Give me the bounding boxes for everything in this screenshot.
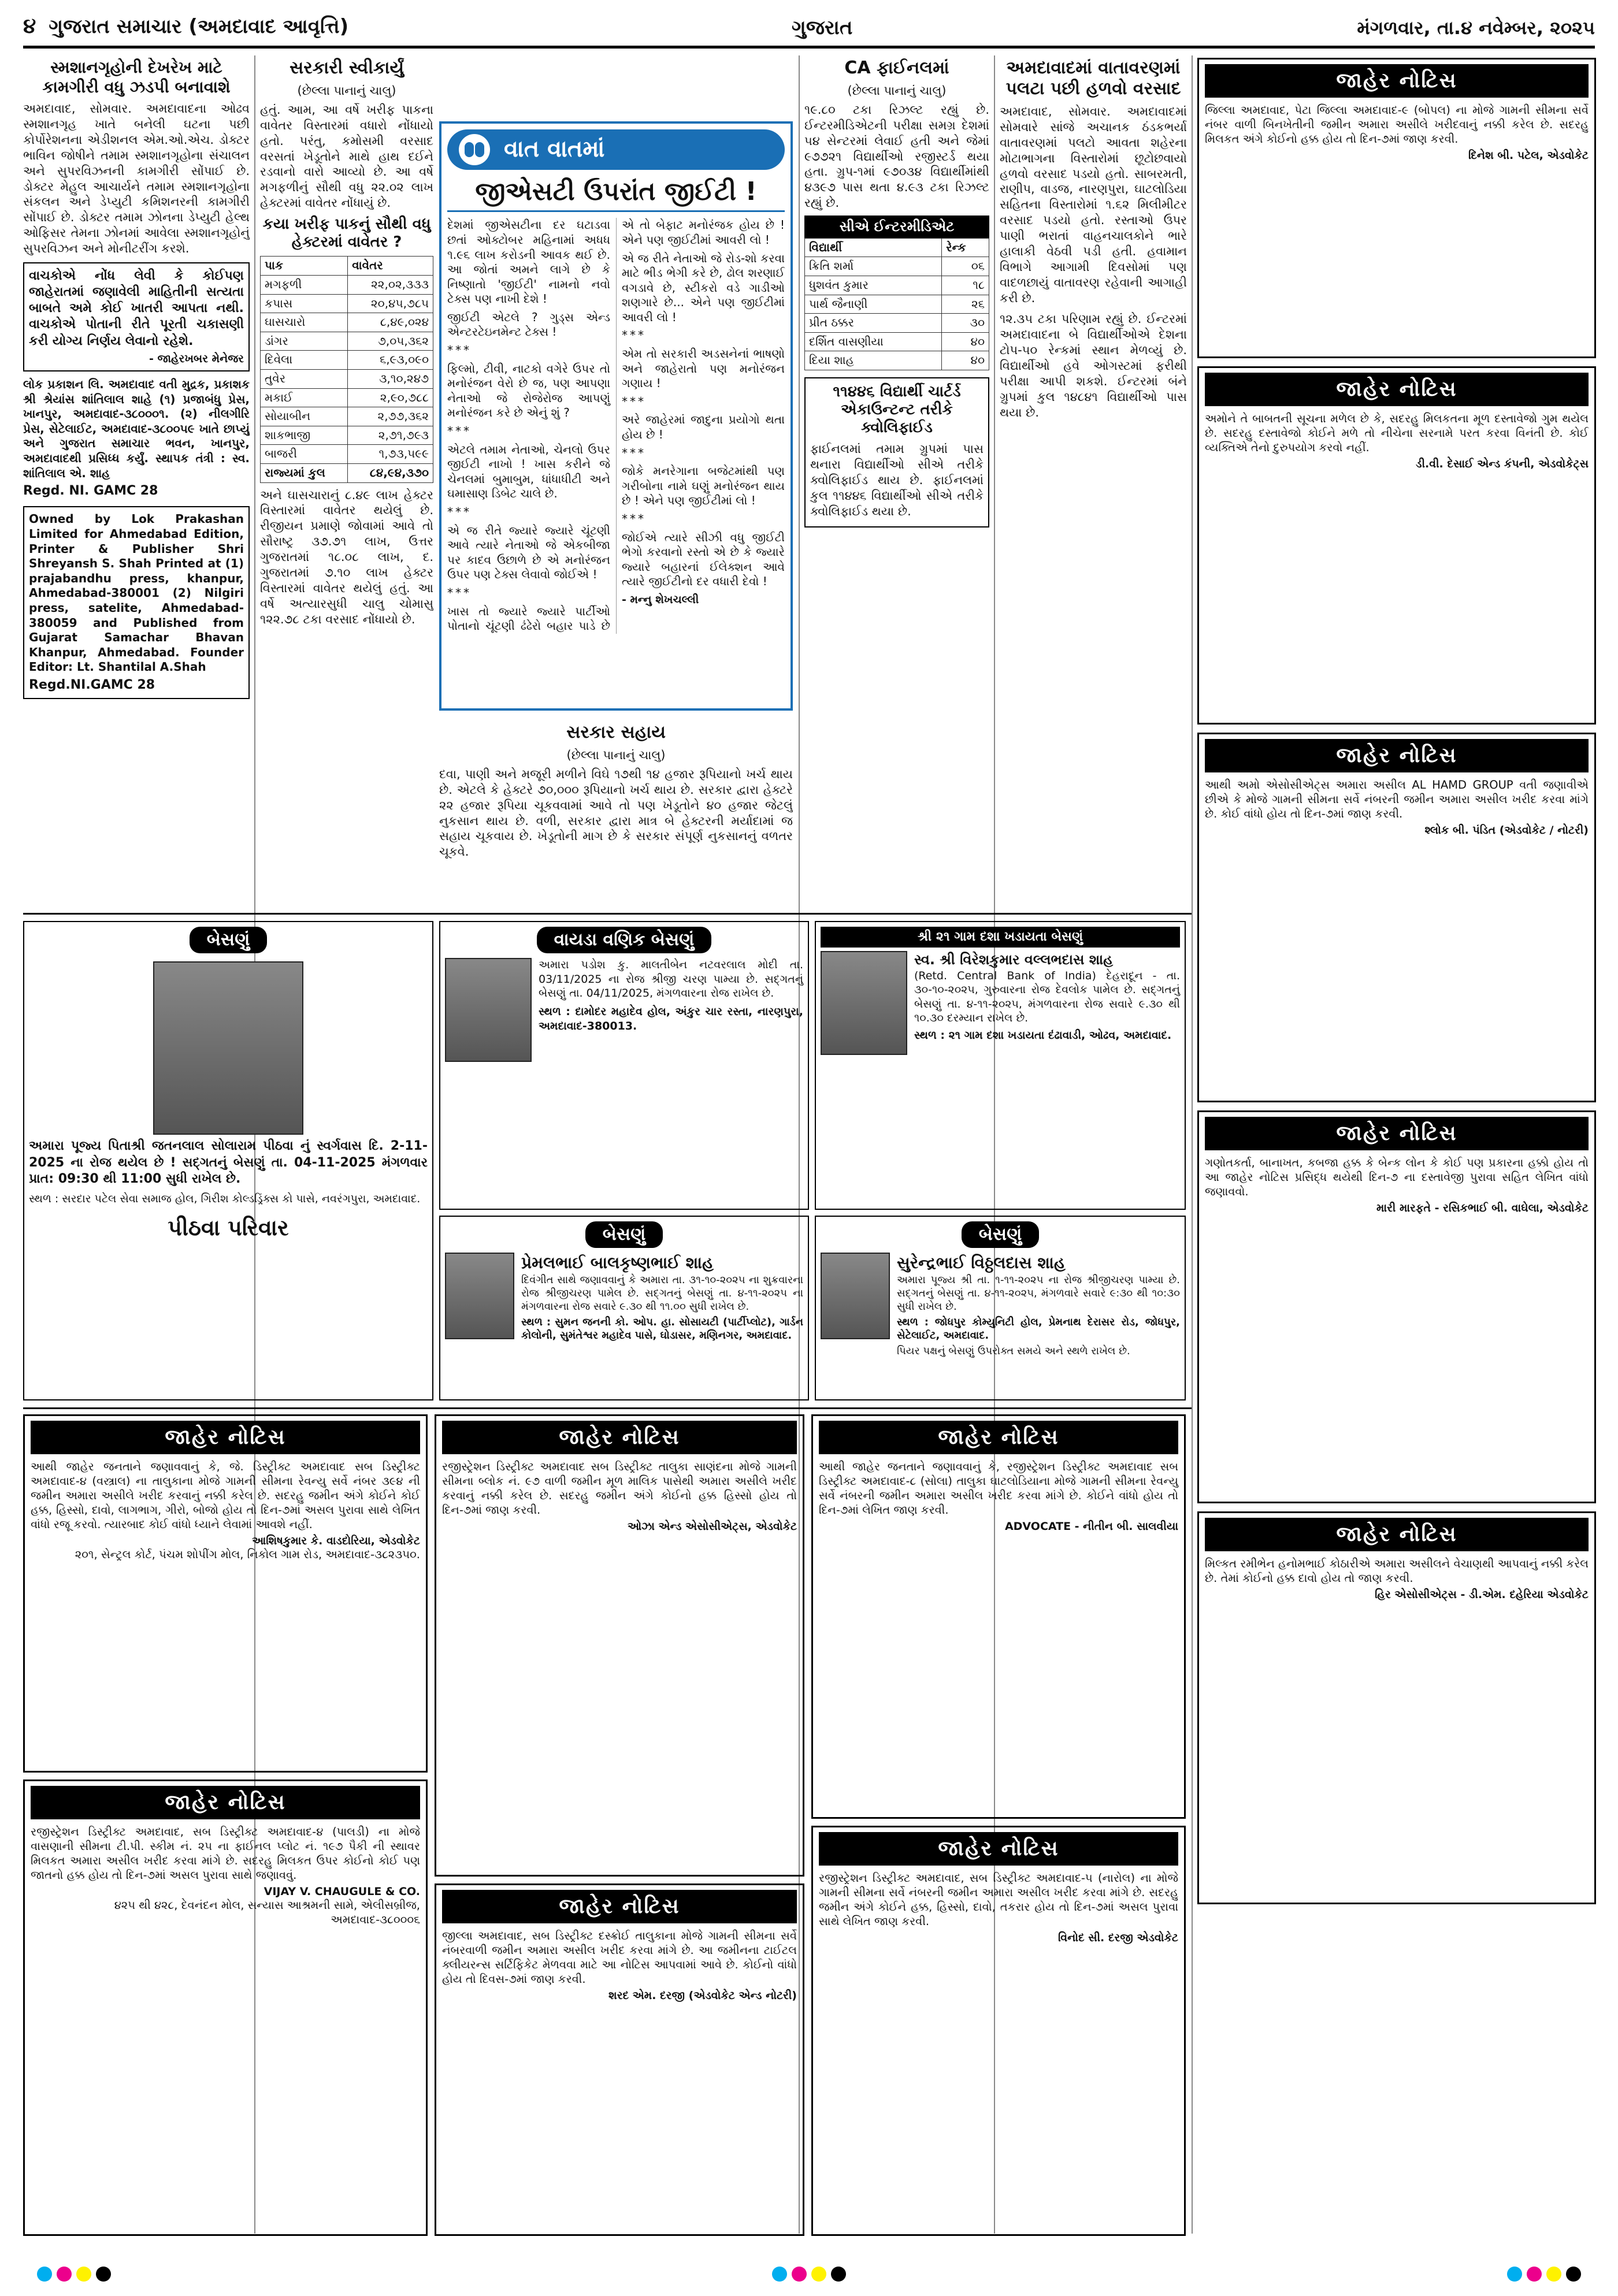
cell: ધુશવંત કુમાર bbox=[805, 276, 942, 295]
divider-stars: *** bbox=[622, 394, 646, 408]
cell: ક્રિતિ શર્મા bbox=[805, 257, 942, 276]
article-headline: સરકારી સ્વીકાર્યું bbox=[289, 58, 404, 78]
article-body: હતું. આમ, આ વર્ષે ખરીફ પાકના વાવેતર વિસ્તારમાં વધારો નોંધાયો હતો. પરંતુ, કમોસમી વરસાદ વરસતાં ખેડૂતોને માથે હાથ દઈને રડવાનો વારો આવ્યો છે. આ વર્ષે મગફળીનું સૌથી વધુ ૨૨.૦૨ લાખ હેક્ટરમાં વાવેતર નોંધાયું છે. bbox=[260, 102, 433, 210]
public-notice bbox=[23, 1414, 428, 1773]
public-notice bbox=[811, 1414, 1186, 1819]
table-row bbox=[805, 351, 989, 370]
notice-title: જાહેર નોટિસ bbox=[31, 1421, 420, 1454]
cell: તુવેર bbox=[261, 369, 348, 388]
divider-stars: *** bbox=[447, 343, 472, 358]
article-body: અમદાવાદ, સોમવાર. અમદાવાદના ઓઢવ સ્મશાનગૃહ ખાતે બનેલી ઘટના પછી કોર્પોરેશનના એડીશનલ એમ.ઓ.એચ. ડોક્ટર ભાવિન જોષીને તમામ સ્મશાનગૃહોના સંચાલન અને સુપરવિઝનની કામગીરી સોંપાઈ છે. ડોક્ટર મેહુલ આચાર્યને તમામ સ્મશાનગૃહોના સંકલન અને ડેપ્યુટી કમિશનરની કામગીરી સોંપાઈ છે. ડોક્ટર તમામ ઝોનના ડેપ્યુટી હેલ્થ ઓફિસર તેમના ઝોનમાં આવેલા સ્મશાનગૃહોનું સુપરવિઝન અને મોનીટરીંગ કરશે. bbox=[23, 102, 250, 256]
issue-date: મંગળવાર, તા.૪ નવેમ્બર, ૨૦૨૫ bbox=[1357, 17, 1595, 39]
regd-number-en: Regd.NI.GAMC 28 bbox=[29, 677, 155, 692]
table-row bbox=[261, 463, 433, 482]
section-title: ગુજરાત bbox=[792, 16, 853, 40]
ca-kicker-box bbox=[804, 377, 989, 527]
article-headline: CA ફાઈનલમાં bbox=[844, 58, 949, 78]
black-dot bbox=[1566, 2267, 1581, 2282]
cell: ૩૦ bbox=[942, 314, 989, 333]
notice-title: જાહેર નોટિસ bbox=[442, 1421, 797, 1454]
magenta-dot bbox=[57, 2267, 72, 2282]
cell: ૦૬ bbox=[942, 257, 989, 276]
table-head-cell: વિદ્યાર્થી bbox=[805, 238, 942, 257]
cell: ૬,૯૩,૦૯૦ bbox=[348, 351, 433, 370]
table-row bbox=[805, 332, 989, 351]
table-row bbox=[261, 426, 433, 445]
ca-rank-table bbox=[804, 238, 989, 370]
divider-stars: *** bbox=[447, 505, 472, 519]
vaat-para: એમ તો સરકારી અડસનેનાં ભાષણો અને જાહેરાતો પણ મનોરંજન ગણાય ! bbox=[622, 347, 785, 391]
obit-text: અમારા પડોશ કુ. માલતીબેન નટવરલાલ મોદી તા. 03/11/2025 ના રોજ શ્રીજી ચરણ પામ્યા છે. સદ્ગતનું બેસણું તા. 04/11/2025, મંગળવારના રોજ રાખેલ છે. bbox=[539, 958, 803, 1000]
table-header bbox=[261, 257, 433, 276]
notice-sign: શરદ એમ. દરજી (એડવોકેટ એન્ડ નોટરી) bbox=[608, 1989, 797, 2002]
vaat-para: દેશમાં જીએસટીના દર ઘટાડવા છતાં ઓક્ટોબર મહિનામાં અધધ ૧.૯૬ લાખ કરોડની આવક થઈ છે. આ જોતાં અમને લાગે છે કે નિષ્ણાતો 'જીઈટી' નામનો નવો ટેક્સ પણ નાખી દેશે ! bbox=[447, 218, 610, 306]
column-2 bbox=[260, 58, 433, 907]
table-row bbox=[261, 275, 433, 294]
vaat-banner-title: વાત વાતમાં bbox=[504, 136, 605, 163]
vaat-sign: - મન્નુ શેખચલ્લી bbox=[622, 593, 699, 606]
vaat-body bbox=[447, 218, 785, 633]
table-title: સીએ ઈન્ટરમીડિએટ bbox=[804, 216, 989, 238]
table-row bbox=[261, 332, 433, 351]
cell: ૪૦ bbox=[942, 332, 989, 351]
notice-title: જાહેર નોટિસ bbox=[1205, 739, 1589, 772]
cell: ડાંગર bbox=[261, 332, 348, 351]
notice-sign: વિનોદ સી. દરજી એડવોકેટ bbox=[1057, 1931, 1178, 1944]
notice-sign: મારી મારફતે - રસિકભાઈ બી. વાઘેલા, એડવોકેટ bbox=[1376, 1201, 1589, 1214]
public-notice bbox=[1197, 1511, 1596, 1904]
public-notice bbox=[1197, 1110, 1596, 1503]
vaat-para: જીઈટી એટલે ? ગુડ્સ એન્ડ એન્ટરટેઇનમેન્ટ ટેક્સ ! bbox=[447, 310, 610, 339]
cell: ૪૦ bbox=[942, 351, 989, 370]
faces-icon bbox=[459, 134, 490, 165]
magenta-dot bbox=[792, 2267, 807, 2282]
notice-title: જાહેર નોટિસ bbox=[1205, 64, 1589, 98]
portrait-photo bbox=[821, 951, 907, 1055]
cell: પાર્થ જૈનાણી bbox=[805, 295, 942, 314]
obit-title: બેસણું bbox=[962, 1221, 1040, 1248]
column-1 bbox=[23, 58, 250, 907]
ca-article bbox=[804, 58, 989, 849]
yellow-dot bbox=[1546, 2267, 1561, 2282]
table-row bbox=[805, 276, 989, 295]
table-row bbox=[261, 294, 433, 313]
obit-title: શ્રી ૨૧ ગામ દશા ખડાયતા બેસણું bbox=[821, 927, 1180, 948]
ca-kicker: ૧૧૪૪૬ વિદ્યાર્થી ચાર્ટર્ડ એકાઉન્ટન્ટ તરીકે ક્વોલિફાઈડ bbox=[833, 382, 961, 437]
cell: પ્રીત ઠક્કર bbox=[805, 314, 942, 333]
public-notice bbox=[1197, 58, 1596, 358]
article-sub: (છેલ્લા પાનાનું ચાલુ) bbox=[566, 748, 666, 762]
obit-name: પ્રેમલભાઈ બાલકૃષ્ણભાઈ શાહ bbox=[521, 1253, 714, 1273]
obit-place: સ્થળ : દામોદર મહાદેવ હોલ, અંકુર ચાર રસ્તા, નારણપુરા, અમદાવાદ-380013. bbox=[539, 1005, 803, 1032]
table-row bbox=[261, 313, 433, 332]
table-row bbox=[261, 388, 433, 407]
public-notice bbox=[1197, 733, 1596, 1102]
table-row bbox=[805, 295, 989, 314]
article-body: ૧૯.૮૦ ટકા રિઝલ્ટ રહ્યું છે. ઈન્ટરમીડિએટની પરીક્ષા સમગ્ર દેશમાં ૫૪ સેન્ટરમાં લેવાઈ હતી અને જેમાં ૯૭૭૨૧ વિદ્યાર્થીઓ રજીસ્ટર્ડ થયા હતા. ગ્રુપ-૧માં ૯૭૦૩૪ વિદ્યાર્થીમાંથી ૪૩૯૭ પાસ થતા ૪.૯૩ ટકા રિઝલ્ટ રહ્યું છે. bbox=[804, 102, 989, 210]
public-notice bbox=[435, 1414, 804, 1877]
notice-body: આથી જાહેર જનતાને જણાવવાનું કે, જે. ડિસ્ટ્રીક્ટ અમદાવાદ સબ ડિસ્ટ્રીક્ટ અમદાવાદ-૪ (વસ્ત્રાલ) ના તાલુકાના મોજે ગામની સીમના રેવન્યુ સર્વે નંબર ૩૯૪ ની જમીન અમારા અસીલે ખરીદ કરવાનું નક્કી કરેલ છે. સદરહુ જમીન અંગે કોઈને કોઈ હક્ક, હિસ્સો, દાવો, લાગભાગ, ગીરો, બોજો હોય તો દિન-૭માં અસલ પુરાવા સાથે લેખિત વાંધો રજૂ કરવો. ત્યારબાદ કોઈ વાંધો ધ્યાને લેવામાં આવશે નહીં. bbox=[31, 1460, 420, 1531]
cell: ૨૨,૦૨,૩૩૩ bbox=[348, 275, 433, 294]
notice-title: જાહેર નોટિસ bbox=[1205, 1518, 1589, 1551]
cell: મકાઈ bbox=[261, 388, 348, 407]
imprint-text: લોક પ્રકાશન લિ. અમદાવાદ વતી મુદ્રક, પ્રકાશક શ્રી શ્રેયાંસ શાંતિલાલ શાહે (૧) પ્રજાબંધુ પ્રેસ, ખાનપુર, અમદાવાદ-૩૮૦૦૦૧. (૨) નીલગીરિ પ્રેસ, સેટેલાઈટ, અમદાવાદ-૩૮૦૦૫૯ ખાતે છાપ્યું અને ગુજરાત સમાચાર ભવન, ખાનપુર, અમદાવાદથી પ્રસિધ્ધ કર્યું. સ્થાપક તંત્રી : સ્વ. શાંતિલાલ એ. શાહ bbox=[23, 377, 250, 480]
obit-note: પિયર પક્ષનું બેસણું ઉપરોક્ત સમયે અને સ્થળે રાખેલ છે. bbox=[897, 1345, 1130, 1358]
sarkar-sahay-article bbox=[439, 722, 793, 913]
divider-stars: *** bbox=[622, 445, 646, 460]
notice-title: જાહેર નોટિસ bbox=[819, 1832, 1178, 1866]
public-notice bbox=[1197, 366, 1596, 725]
notice-sign: શ્લોક બી. પંડિત (એડવોકેટ / નોટરી) bbox=[1424, 823, 1589, 837]
vaat-para: ખાસ તો જ્યારે જ્યારે પાર્ટીઓ પોતાનો ચૂંટણી ઢંઢેરો બહાર પાડે છે એ તો બેફાટ મનોરંજક હોય છે ! એને પણ જીઈટીમાં આવરી લો ! bbox=[447, 218, 785, 633]
obituary-vayda bbox=[439, 921, 809, 1210]
cell: સોયાબીન bbox=[261, 407, 348, 426]
cell: ૮,૪૯,૦૨૪ bbox=[348, 313, 433, 332]
vaat-vaatma-box bbox=[439, 121, 793, 711]
notice-body: ગણોતકર્તા, બાનાખત, કબજા હક્ક કે બેન્ક લોન કે કોઈ પણ પ્રકારના હક્કો હોય તો આ જાહેર નોટિસ પ્રસિદ્ધ થયેથી દિન-૭ ના દસ્તાવેજી પુરાવા સહિત લેખિત વાંધો જણાવવો. bbox=[1205, 1156, 1589, 1198]
article-body-2: ફાઈનલમાં તમામ ગ્રુપમાં પાસ થનારા વિદ્યાર્થીઓ સીએ તરીકે ક્વોલિફાઈડ થાય છે. ફાઈનલમાં કુલ ૧૧૪૪૬ વિદ્યાર્થીઓ સીએ તરીકે ક્વોલિફાઈડ થયા છે. bbox=[810, 442, 984, 518]
notice-sign: ઓઝા એન્ડ એસોસીએટ્સ, એડવોકેટ bbox=[627, 1519, 797, 1533]
notice-body: આથી જાહેર જનતાને જણાવવાનું કે, રજીસ્ટ્રેશન ડિસ્ટ્રીક્ટ અમદાવાદ સબ ડિસ્ટ્રીક્ટ અમદાવાદ-૮ (સોલા) તાલુકા ઘાટલોડિયાના મોજે ગામની સીમના રેવન્યુ સર્વે નંબરની જમીન અમારા અસીલ ખરીદ કરવા માંગે છે. કોઈને વાંધો હોય તો દિન-૭માં લેખિત જાણ કરવી. bbox=[819, 1460, 1178, 1517]
vaat-para: ફિલ્મો, ટીવી, નાટકો વગેરે ઉપર તો મનોરંજન વેરો છે જ, પણ આપણા નેતાઓ જે રોજેરોજ આપણું મનોરંજન કરે છે એનું શું ? bbox=[447, 361, 610, 420]
table-row bbox=[805, 257, 989, 276]
obit-family: પીઠવા પરિવાર bbox=[168, 1215, 289, 1241]
obit-place: સ્થળ : સુમન જનની કો. ઓપ. હા. સોસાયટી (પાર્ટીપ્લોટ), ગાર્ડન કોલોની, સુમંતેશ્વર મહાદેવ પાસે, ઘોડાસર, મણિનગર, અમદાવાદ. bbox=[521, 1316, 803, 1342]
crop-table bbox=[260, 256, 433, 482]
cell: ૨,૭૧,૭૯૩ bbox=[348, 426, 433, 445]
rain-article bbox=[1000, 58, 1187, 849]
black-dot bbox=[831, 2267, 846, 2282]
cell: ૨,૯૦,૭૮૮ bbox=[348, 388, 433, 407]
cell: ૨૬ bbox=[942, 295, 989, 314]
table-head-cell: પાક bbox=[261, 257, 348, 276]
divider-stars: *** bbox=[622, 512, 646, 526]
notices-right-column bbox=[1197, 58, 1596, 2236]
cell: ૨,૭૭,૩૬૨ bbox=[348, 407, 433, 426]
cell: બાજરી bbox=[261, 445, 348, 464]
divider-stars: *** bbox=[622, 328, 646, 343]
notice-address: ૨૦૧, સેન્ટ્રલ કોર્ટ, પંચમ શોપીંગ મોલ, નિકોલ ગામ રોડ, અમદાવાદ-૩૮૨૩૫૦. bbox=[75, 1548, 420, 1562]
notice-title: જાહેર નોટિસ bbox=[1205, 373, 1589, 406]
vaat-para: જોકે મનરેગાના બજેટમાંથી પણ ગરીબોના નામે ઘણું મનોરંજન થાય છે ! એને પણ જીઈટીમાં લો ! bbox=[622, 464, 785, 508]
reader-notice-box bbox=[23, 262, 250, 371]
obit-place: સ્થળ : જોધપુર કોમ્યુનિટી હોલ, પ્રેમનાથ દેરાસર રોડ, જોધપુર, સેટેલાઈટ, અમદાવાદ. bbox=[897, 1316, 1180, 1342]
notice-title: જાહેર નોટિસ bbox=[442, 1890, 797, 1923]
portrait-photo bbox=[445, 1253, 514, 1339]
article-sub: (છેલ્લા પાનાનું ચાલુ) bbox=[297, 84, 396, 98]
imprint-english: Owned by Lok Prakashan Limited for Ahmedabad Edition, Printer & Publisher Shri Shreyansh S. Shah Printed at (1) prajabandhu press, khanpur, Ahmedabad-380001 (2) Nilgiri press, satelite, Ahmedabad-380059 and Published from Gujarat Samachar Bhavan Khanpur, Ahmedabad. Founder Editor: Lt. Shantilal A.Shah bbox=[29, 512, 244, 674]
notice-sign: હિર એસોસીએટ્સ - ડી.એમ. દહેરિયા એડવોકેટ bbox=[1375, 1588, 1589, 1601]
section-divider bbox=[23, 913, 1192, 915]
cell: ૨૦,૪૫,૭૮૫ bbox=[348, 294, 433, 313]
obit-text: (Retd. Central Bank of India) દેહરાદૂન - તા. ૩૦-૧૦-૨૦૨૫, ગુરુવારના રોજ દેવલોક પામેલ છે. સદ્ગતનું બેસણું તા. ૪-૧૧-૨૦૨૫, મંગળવારના રોજ સવારે ૯.૩૦ થી ૧૦.૩૦ દરમ્યાન રાખેલ છે. bbox=[914, 969, 1180, 1024]
cell: ૧,૭૩,૫૯૯ bbox=[348, 445, 433, 464]
vaat-banner bbox=[447, 129, 785, 170]
obit-name: સ્વ. શ્રી વિરેશકુમાર વલ્લભદાસ શાહ bbox=[914, 952, 1114, 968]
notice-sign: ડી.વી. દેસાઈ એન્ડ કંપની, એડવોકેટ્સ bbox=[1416, 457, 1589, 470]
notice-body: આથી અમો એસોસીએટ્સ અમારા અસીલ AL HAMD GROUP વતી જણાવીએ છીએ કે મોજે ગામની સીમના સર્વે નંબરની જમીન અમારા અસીલ ખરીદ કરવા માંગે છે. કોઈ વાંધો હોય તો દિન-૭માં જાણ કરવી. bbox=[1205, 778, 1589, 820]
page-number: ૪ bbox=[23, 14, 36, 38]
reader-notice: વાચકોએ નોંધ લેવી કે કોઈપણ જાહેરાતમાં જણાવેલી માહિતીની સત્યતા બાબતે અમે કોઈ ખાતરી આપતા નથી. વાચકોએ પોતાની રીતે પૂરતી ચકાસણી કરી યોગ્ય નિર્ણય લેવાનો રહેશે. bbox=[29, 268, 244, 348]
article-sub: (છેલ્લા પાનાનું ચાલુ) bbox=[847, 84, 947, 98]
article-body: દવા, પાણી અને મજૂરી મળીને વિઘે ૧૭થી ૧૪ હજાર રૂપિયાનો ખર્ચ થાય છે. એટલે કે હેક્ટરે ૭૦,૦૦૦ રૂપિયાનો ખર્ચ થાય છે. સરકાર દ્વારા હેક્ટરે ૨૨ હજાર રૂપિયા ચૂકવવામાં આવે તો પણ ખેડૂતોને ૪૦ હજાર જેટલું નુકસાન થાય છે. વળી, સરકાર દ્વારા માત્ર બે હેક્ટરની મર્યાદામાં જ સહાય ચૂકવાય છે. ખેડૂતોની માગ છે કે સરકાર સંપૂર્ણ નુકસાનનું વળતર ચૂકવે. bbox=[439, 767, 793, 859]
divider-stars: *** bbox=[447, 585, 472, 600]
obituary-surendra bbox=[815, 1216, 1186, 1400]
vaat-para: એ જ રીતે નેતાઓ જે રોડ-શો કરવા માટે ભીડ ભેગી કરે છે, ઢોલ શરણાઈ વગડાવે છે, સ્ટીકરો વડે ગાડીઓ શણગારે છે... એને પણ જીઈટીમાં આવરી લો ! bbox=[622, 251, 785, 324]
portrait-photo bbox=[445, 958, 532, 1062]
vaat-para: એ જ રીતે જ્યારે જ્યારે ચૂંટણી આવે ત્યારે નેતાઓ જે એકબીજા પર કાદવ ઉછાળે છે એ મનોરંજન ઉપર પણ ટેક્સ લેવાવો જોઈએ ! bbox=[447, 523, 610, 582]
table-head-cell: રેન્ક bbox=[942, 238, 989, 257]
portrait-photo bbox=[821, 1253, 890, 1339]
article-body-2: અને ઘાસચારાનું ૮.૪૯ લાખ હેક્ટર વિસ્તારમાં વાવેતર થયેલું છે. રીજીયન પ્રમાણે જોવામાં આવે તો સૌરાષ્ટ્ર ૩૭.૭૧ લાખ, ઉત્તર ગુજરાતમાં ૧૮.૦૮ લાખ, દ. ગુજરાતમાં ૭.૧૦ લાખ હેક્ટર વિસ્તારમાં વાવેતર થયેલું હતું. આ વર્ષે અત્યારસુધી ચાલુ ચોમાસુ ૧૨૨.૭૮ ટકા વરસાદ નોંધાયો છે. bbox=[260, 488, 433, 626]
cell: દિવેલા bbox=[261, 351, 348, 370]
obituary-premal bbox=[439, 1216, 809, 1400]
table-header bbox=[805, 238, 989, 257]
article-headline: અમદાવાદમાં વાતાવરણમાં પલટા પછી હળવો વરસાદ bbox=[1005, 58, 1181, 99]
table-row bbox=[261, 351, 433, 370]
notice-title: જાહેર નોટિસ bbox=[819, 1421, 1178, 1454]
obituary-besna-1 bbox=[23, 921, 433, 1400]
regd-number: Regd. NI. GAMC 28 bbox=[23, 484, 158, 499]
yellow-dot bbox=[76, 2267, 91, 2282]
vaat-para: જોઈએ ત્યારે સીઝી વધુ જીઈટી ભેગો કરવાનો રસ્તો એ છે કે જ્યારે જ્યારે બહારનાં ઈલેક્શન આવે ત્યારે જીઈટીનો દર વધારી દેવો ! bbox=[622, 530, 785, 589]
cell: ૩,૧૦,૨૪૭ bbox=[348, 369, 433, 388]
masthead bbox=[23, 10, 1595, 49]
notice-body: જિલ્લા અમદાવાદ, પેટા જિલ્લા અમદાવાદ-૯ (બોપલ) ના મોજે ગામની સીમના સર્વે નંબર વાળી બિનખેતીની જમીન અમારા અસીલે ખરીદવાનું નક્કી કરેલ છે. સદરહુ મિલકત અંગે કોઈનો હક્ક હોય તો દિન-૭માં જાણ કરવી. bbox=[1205, 103, 1589, 146]
public-notice bbox=[811, 1826, 1186, 2236]
public-notice bbox=[23, 1779, 428, 2236]
notice-body: રજીસ્ટ્રેશન ડિસ્ટ્રીક્ટ અમદાવાદ સબ ડિસ્ટ્રીક્ટ તાલુકા સાણંદના મોજે ગામની સીમના બ્લોક નં. ૯૭ વાળી જમીન મૂળ માલિક પાસેથી અમારા અસીલે ખરીદ કરવાનું નક્કી કરેલ છે. સદરહુ જમીન અંગે કોઈનો હક્ક હિસ્સો હોય તો દિન-૭માં જાણ કરવી. bbox=[442, 1460, 797, 1517]
notice-sign: VIJAY V. CHAUGULE & CO. bbox=[264, 1885, 420, 1898]
obit-name: સુરેન્દ્રભાઈ વિઠ્ઠલદાસ શાહ bbox=[897, 1253, 1066, 1273]
obit-title: બેસણું bbox=[585, 1221, 663, 1248]
obit-title: વાયડા વણિક બેસણું bbox=[537, 927, 712, 953]
cyan-dot bbox=[772, 2267, 787, 2282]
article-headline: સરકાર સહાય bbox=[566, 722, 666, 742]
notice-body: અમોને તે બાબતની સૂચના મળેલ છે કે, સદરહુ મિલકતના મૂળ દસ્તાવેજો ગુમ થયેલ છે. સદરહુ દસ્તાવેજો કોઈને મળે તો નીચેના સરનામે પરત કરવા વિનંતી છે. કોઈ વ્યક્તિએ તેનો દુરુપયોગ કરવો નહીં. bbox=[1205, 412, 1589, 454]
paper-name: ગુજરાત સમાચાર (અમદાવાદ આવૃત્તિ) bbox=[49, 15, 349, 39]
cell: ૭,૦૫,૩૬૨ bbox=[348, 332, 433, 351]
yellow-dot bbox=[811, 2267, 826, 2282]
cyan-dot bbox=[37, 2267, 52, 2282]
article-body: અમદાવાદ, સોમવાર. અમદાવાદમાં સોમવારે સાંજે અચાનક ઠંડકભર્યા વાતાવરણમાં પલટો આવતા શહેરના મોટાભાગના વિસ્તારોમાં છૂટોછવાયો હળવો વરસાદ પડયો હતો. સાબરમતી, રાણીપ, વાડજ, નારણપુરા, ઘાટલોડિયા સહિતના વિસ્તારોમાં ૧.૬૨ મિલીમીટર વરસાદ પડયો હતો. રસ્તાઓ ઉપર પાણી ભરાતાં વાહનચાલકોને ભારે હાલાકી વેઠવી પડી હતી. હવામાન વિભાગે આગામી દિવસોમાં પણ વાદળછાયું વાતાવરણ રહેવાની આગાહી કરી છે. bbox=[1000, 105, 1187, 305]
notice-body: રજીસ્ટ્રેશન ડિસ્ટ્રીક્ટ અમદાવાદ, સબ ડિસ્ટ્રીક્ટ અમદાવાદ-૪ (પાલડી) ના મોજે વાસણાની સીમના ટી.પી. સ્કીમ નં. ૨૫ ના ફાઈનલ પ્લોટ નં. ૧૯૭ પૈકી ની સ્થાવર મિલકત અમારા અસીલ ખરીદ કરવા માંગે છે. સદરહુ મિલકત ઉપર કોઈનો કોઈ પણ જાતનો હક્ક હોય તો દિન-૭માં અસલ પુરાવા સાથે જણાવવું. bbox=[31, 1825, 420, 1882]
table-row bbox=[261, 445, 433, 464]
obit-place: સ્થળ : ૨૧ ગામ દશા ખડાયતા દંઢાવાડી, ઓઢવ, અમદાવાદ. bbox=[914, 1029, 1172, 1042]
table-title: કયા ખરીફ પાકનું સૌથી વધુ હેક્ટરમાં વાવેતર ? bbox=[262, 216, 431, 251]
vaat-para: એટલે તમામ નેતાઓ, ચેનલો ઉપર જીઈટી નાખો ! ખાસ કરીને જે ચેનલમાં બુમાબુમ, ધાંધાધીટી અને ઘમાસાણ ડિબેટ ચાલે છે. bbox=[447, 442, 610, 501]
cell: દિયા શાહ bbox=[805, 351, 942, 370]
obituary-khadayata bbox=[815, 921, 1186, 1210]
divider-stars: *** bbox=[447, 424, 472, 439]
table-row bbox=[261, 369, 433, 388]
portrait-photo bbox=[153, 961, 303, 1135]
table-head-cell: વાવેતર bbox=[348, 257, 433, 276]
reader-notice-sign: - જાહેરખબર મેનેજર bbox=[149, 352, 244, 365]
notice-title: જાહેર નોટિસ bbox=[31, 1786, 420, 1819]
cell: શાકભાજી bbox=[261, 426, 348, 445]
obit-text: અમારા પૂજ્ય પિતાશ્રી જતનલાલ સોલારામ પીઠવા નું સ્વર્ગવાસ દિ. 2-11-2025 ના રોજ થયેલ છે ! સદ્ગતનું બેસણું તા. 04-11-2025 મંગળવાર પ્રાત: 09:30 થી 11:00 સુધી રાખેલ છે. bbox=[29, 1139, 428, 1186]
obit-title: બેસણું bbox=[190, 927, 268, 953]
article-body-2: ૧૨.૩૫ ટકા પરિણામ રહ્યું છે. ઈન્ટરમાં અમદાવાદના બે વિદ્યાર્થીઓએ દેશના ટોપ-૫૦ રેન્કમાં સ્થાન મેળવ્યું છે. વિદ્યાર્થીઓ હવે ઓગસ્ટમાં ફરીથી પરીક્ષા આપી શકશે. ઈન્ટરમાં બંને ગ્રુપમાં કુલ ૧૪૮૪૧ વિદ્યાર્થીઓ પાસ થયા છે. bbox=[1000, 312, 1187, 419]
notice-sign: ADVOCATE - નીતીન બી. સાલવીયા bbox=[1004, 1519, 1178, 1533]
magenta-dot bbox=[1527, 2267, 1542, 2282]
cyan-dot bbox=[1507, 2267, 1522, 2282]
obit-text: દિવંગીત સાથે જણાવવાનું કે અમારા તા. ૩૧-૧૦-૨૦૨૫ ના શુક્રવારના રોજ શ્રીજીચરણ પામેલ છે. સદ્ગતનું બેસણું તા. ૪-૧૧-૨૦૨૫ ના મંગળવારના રોજ સવારે ૯.૩૦ થી ૧૧.૦૦ સુધી રાખેલ છે. bbox=[521, 1274, 803, 1313]
vaat-headline: જીએસટી ઉપરાંત જીઈટી ! bbox=[447, 176, 785, 212]
cell: દર્શિત વાસણીયા bbox=[805, 332, 942, 351]
obit-place: સ્થળ : સરદાર પટેલ સેવા સમાજ હોલ, ગિરીશ કોલ્ડડ્રિંક્સ કો પાસે, નવરંગપુરા, અમદાવાદ. bbox=[29, 1192, 421, 1205]
notice-sign: દિનેશ બી. પટેલ, એડવોકેટ bbox=[1468, 148, 1589, 162]
obit-text: અમારા પૂજ્ય શ્રી તા. ૧-૧૧-૨૦૨૫ ના રોજ શ્રીજીચરણ પામ્યા છે. સદ્ગતનું બેસણું તા. ૪-૧૧-૨૦૨૫, મંગળવારે સવારે ૯:૩૦ થી ૧૦:૩૦ સુધી રાખેલ છે. bbox=[897, 1274, 1180, 1313]
notice-body: મિલ્કત રમીભેન હનોમભાઈ કોઠારીએ અમારા અસીલને વેચાણથી આપવાનું નક્કી કરેલ છે. તેમાં કોઈનો હક્ક દાવો હોય તો જાણ કરવી. bbox=[1205, 1557, 1589, 1585]
print-registration-marks bbox=[0, 2267, 1618, 2286]
notice-body: જીલ્લા અમદાવાદ, સબ ડિસ્ટ્રીક્ટ દસ્ક્રોઈ તાલુકાના મોજે ગામની સીમના સર્વે નંબરવાળી જમીન અમારા અસીલ ખરીદ કરવા માંગે છે. આ જમીનના ટાઈટલ ક્લીયરન્સ સર્ટિફિકેટ મેળવવા માટે આ નોટિસ આપવામાં આવે છે. કોઈનો વાંધો હોય તો દિવસ-૭માં જાણ કરવી. bbox=[442, 1929, 797, 1986]
imprint bbox=[23, 377, 250, 499]
cell: રાજ્યમાં કુલ bbox=[261, 463, 348, 482]
column-rule bbox=[1192, 55, 1193, 2234]
article-headline: સ્મશાનગૃહોની દેખરેખ માટે કામગીરી વધુ ઝડપી બનાવાશે bbox=[42, 58, 231, 96]
table-row bbox=[805, 314, 989, 333]
cell: ૧૮ bbox=[942, 276, 989, 295]
cell: મગફળી bbox=[261, 275, 348, 294]
notice-sign: આશિષકુમાર કે. વાડદોરિયા, એડવોકેટ bbox=[252, 1534, 420, 1547]
black-dot bbox=[96, 2267, 111, 2282]
public-notice bbox=[435, 1883, 804, 2236]
section-divider bbox=[23, 1407, 1192, 1409]
cell: ઘાસચારો bbox=[261, 313, 348, 332]
vaat-para: અરે જાહેરમાં જાદુના પ્રયોગો થતા હોય છે ! bbox=[622, 413, 785, 442]
notice-title: જાહેર નોટિસ bbox=[1205, 1117, 1589, 1150]
table-row bbox=[261, 407, 433, 426]
cell: કપાસ bbox=[261, 294, 348, 313]
cell: ૮૪,૯૪,૩૭૦ bbox=[348, 463, 433, 482]
notice-body: રજીસ્ટ્રેશન ડિસ્ટ્રીક્ટ અમદાવાદ, સબ ડિસ્ટ્રીક્ટ અમદાવાદ-૫ (નારોલ) ના મોજે ગામની સીમના સર્વે નંબરની જમીન અમારા અસીલ ખરીદ કરવા માંગે છે. સદરહુ જમીન અંગે કોઈને હક્ક, હિસ્સો, દાવો, તકરાર હોય તો દિન-૭માં અસલ પુરાવા સાથે લેખિત જાણ કરવી. bbox=[819, 1871, 1178, 1928]
imprint-english-box bbox=[23, 506, 250, 699]
notice-address: ૪૨૫ થી ૪૨૮, દેવનંદન મોલ, સન્યાસ આશ્રમની સામે, એલીસબ્રીજ, અમદાવાદ-૩૮૦૦૦૬ bbox=[114, 1899, 420, 1927]
